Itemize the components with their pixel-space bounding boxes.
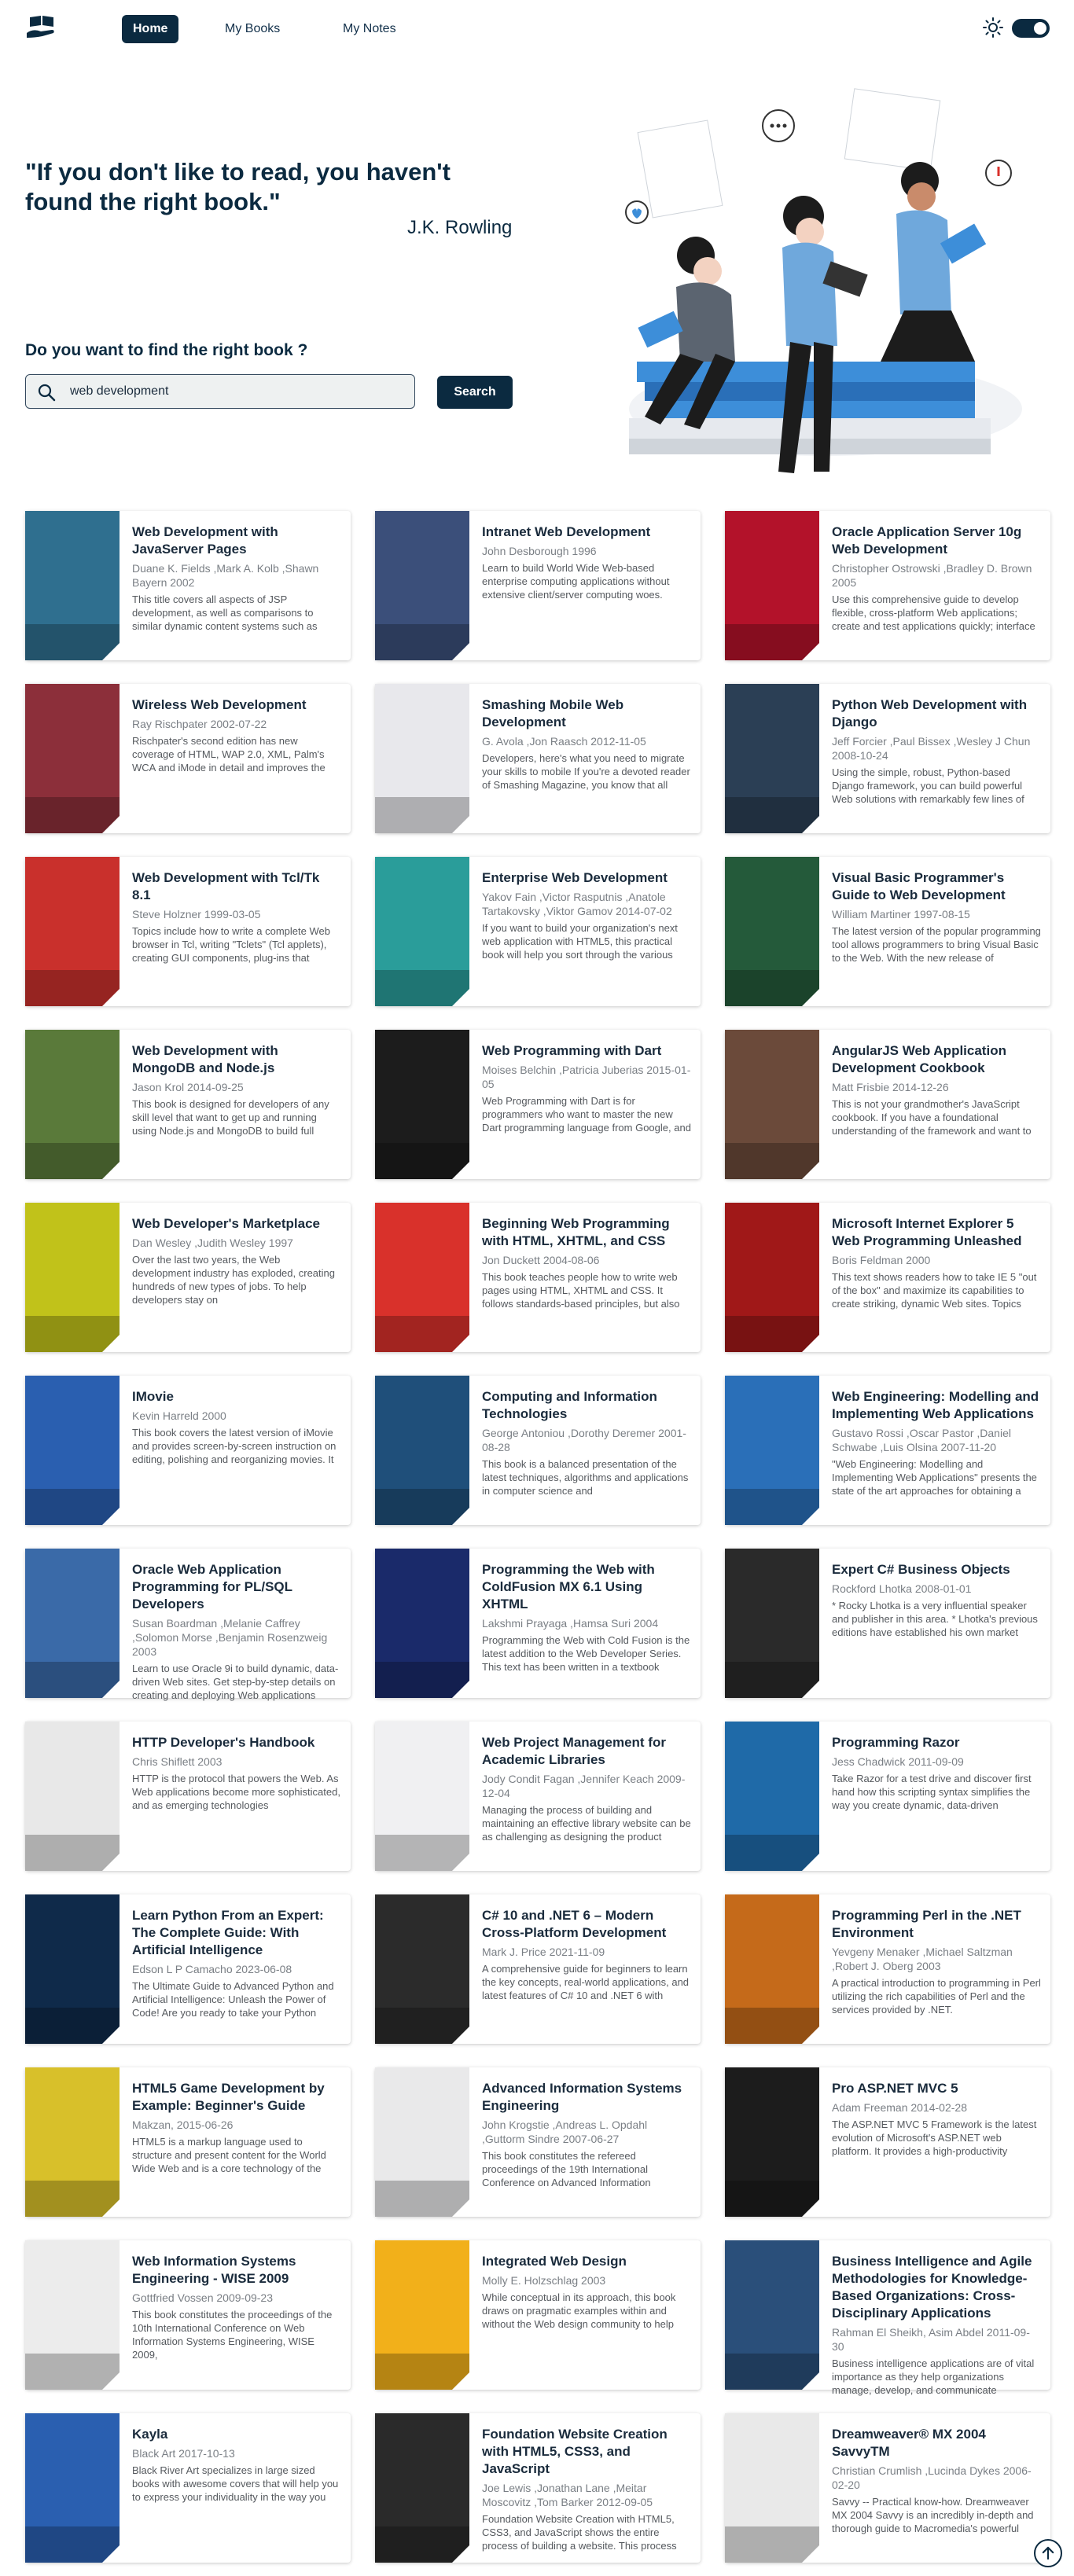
book-card[interactable] bbox=[725, 1203, 1050, 1352]
page-curl-icon bbox=[102, 1508, 120, 1525]
search-input[interactable] bbox=[70, 381, 400, 402]
book-description: Use this comprehensive guide to develop flexible, cross-platform Web applications; create and test applications quickly; interface bbox=[832, 593, 1035, 632]
book-title[interactable]: HTTP Developer's Handbook bbox=[132, 1735, 315, 1750]
book-authors-date: Christopher Ostrowski ,Bradley D. Brown 2005 bbox=[832, 562, 1032, 589]
book-cover[interactable] bbox=[725, 2413, 819, 2563]
page-curl-icon bbox=[452, 643, 469, 660]
book-card[interactable] bbox=[375, 857, 701, 1006]
book-hand-logo-icon[interactable] bbox=[25, 13, 58, 41]
quote-author: J.K. Rowling bbox=[407, 217, 513, 238]
book-card[interactable] bbox=[375, 2240, 701, 2390]
book-description: Web Programming with Dart is for programmers who want to master the new Dart programming language from Google, and bbox=[482, 1095, 691, 1134]
book-card[interactable] bbox=[375, 1894, 701, 2044]
book-card[interactable] bbox=[375, 1549, 701, 1698]
book-description: HTTP is the protocol that powers the Web. As Web applications become more sophisticated, and as emerging technologies bbox=[132, 1773, 340, 1811]
book-title[interactable]: Programming Perl in the .NET Environment bbox=[832, 1908, 1021, 1940]
book-info bbox=[482, 1734, 691, 1865]
top-nav bbox=[0, 0, 1074, 57]
book-info bbox=[132, 1734, 341, 1865]
book-card[interactable] bbox=[375, 1722, 701, 1871]
book-authors-date: Jody Condit Fagan ,Jennifer Keach 2009-12-04 bbox=[482, 1773, 686, 1799]
page-curl-icon bbox=[102, 989, 120, 1006]
book-card[interactable] bbox=[375, 684, 701, 833]
page-curl-icon bbox=[452, 1854, 469, 1871]
page-curl-icon bbox=[452, 989, 469, 1006]
book-info bbox=[832, 2253, 1041, 2396]
book-cover[interactable] bbox=[725, 1549, 819, 1698]
sun-icon bbox=[983, 17, 1003, 38]
book-title[interactable]: Learn Python From an Expert: The Complete Guide: With Artificial Intelligence bbox=[132, 1908, 324, 1957]
book-card[interactable] bbox=[725, 1376, 1050, 1525]
page-curl-icon bbox=[802, 1335, 819, 1352]
book-title[interactable]: Intranet Web Development bbox=[482, 524, 651, 539]
book-cover[interactable] bbox=[25, 1722, 120, 1871]
book-info bbox=[832, 524, 1041, 654]
book-title[interactable]: Enterprise Web Development bbox=[482, 870, 668, 885]
book-description: * Rocky Lhotka is a very influential speaker and publisher in this area. * Lhotka's previous editions have established his own market bbox=[832, 1600, 1038, 1638]
book-description: Learn to build World Wide Web-based enterprise computing applications without extensive client/server computing woes. bbox=[482, 562, 670, 601]
page-curl-icon bbox=[452, 816, 469, 833]
book-description: A comprehensive guide for beginners to learn the key concepts, real-world applications, and latest features of C# 10 and .NET 6 with bbox=[482, 1963, 690, 2001]
book-cover[interactable] bbox=[375, 1722, 469, 1871]
book-grid bbox=[25, 511, 1050, 2563]
book-card[interactable] bbox=[25, 1376, 351, 1525]
page-curl-icon bbox=[802, 1681, 819, 1698]
book-authors-date: George Antoniou ,Dorothy Deremer 2001-08-28 bbox=[482, 1427, 686, 1453]
book-cover[interactable] bbox=[375, 1549, 469, 1698]
book-description: Programming the Web with Cold Fusion is the latest addition to the Web Developer Series. This text has been written in a textbook bbox=[482, 1634, 690, 1673]
book-info bbox=[482, 696, 691, 827]
page-curl-icon bbox=[802, 2545, 819, 2563]
book-card[interactable] bbox=[375, 1203, 701, 1352]
book-authors-date: Chris Shiflett 2003 bbox=[132, 1755, 223, 1768]
book-description: Over the last two years, the Web development industry has exploded, creating hundreds of new types of jobs. To help developers stay on bbox=[132, 1254, 335, 1306]
book-cover[interactable] bbox=[725, 1030, 819, 1179]
book-card[interactable] bbox=[725, 2413, 1050, 2563]
page-curl-icon bbox=[452, 2027, 469, 2044]
book-authors-date: Jess Chadwick 2011-09-09 bbox=[832, 1755, 964, 1768]
book-description: The latest version of the popular programming tool allows programmers to bring Visual Basic to the Web. With the new release of bbox=[832, 925, 1041, 964]
book-cover[interactable] bbox=[25, 857, 120, 1006]
book-card[interactable] bbox=[25, 1549, 351, 1701]
book-title[interactable]: Pro ASP.NET MVC 5 bbox=[832, 2081, 958, 2096]
book-description: This text shows readers how to take IE 5 "out of the box" and maximize its capabilities to create striking, dynamic Web sites. Topics bbox=[832, 1271, 1037, 1310]
book-title[interactable]: Web Project Management for Academic Libraries bbox=[482, 1735, 666, 1767]
book-title[interactable]: Advanced Information Systems Engineering bbox=[482, 2081, 682, 2113]
book-description: Managing the process of building and maintaining an effective library website can be as challenging as designing the product bbox=[482, 1804, 691, 1843]
book-description: This book is designed for developers of any skill level that want to get up and running using Node.js and MongoDB to build full bbox=[132, 1098, 329, 1137]
book-cover[interactable] bbox=[25, 511, 120, 660]
book-description: This is not your grandmother's JavaScript cookbook. If you have a foundational understanding of the framework and want to bbox=[832, 1098, 1032, 1137]
book-description: Business intelligence applications are of vital importance as they help organizations manage, develop, and communicate bbox=[832, 2357, 1035, 2396]
book-authors-date: John Desborough 1996 bbox=[482, 545, 597, 557]
search-box bbox=[25, 374, 415, 409]
book-cover[interactable] bbox=[725, 1203, 819, 1352]
book-title[interactable]: Expert C# Business Objects bbox=[832, 1562, 1010, 1577]
book-description: This title covers all aspects of JSP development, as well as comparisons to similar dynamic content systems such as bbox=[132, 593, 318, 632]
book-description: If you want to build your organization's next web application with HTML5, this practical book will help you sort through the various bbox=[482, 922, 678, 961]
book-cover[interactable] bbox=[375, 1030, 469, 1179]
book-info bbox=[832, 1215, 1041, 1346]
book-description: Foundation Website Creation with HTML5, CSS3, and JavaScript shows the entire process of building a website. This process bbox=[482, 2513, 677, 2552]
book-card[interactable] bbox=[725, 2240, 1050, 2396]
book-info bbox=[832, 1734, 1041, 1865]
book-card[interactable] bbox=[375, 2413, 701, 2563]
book-title[interactable]: Web Development with JavaServer Pages bbox=[132, 524, 278, 557]
book-cover[interactable] bbox=[25, 1203, 120, 1352]
search-prompt: Do you want to find the right book ? bbox=[25, 341, 308, 359]
book-authors-date: Joe Lewis ,Jonathan Lane ,Meitar Moscovitz ,Tom Barker 2012-09-05 bbox=[482, 2482, 653, 2508]
book-title[interactable]: Foundation Website Creation with HTML5, CSS3, and JavaScript bbox=[482, 2427, 668, 2476]
book-cover[interactable] bbox=[375, 1376, 469, 1525]
book-authors-date: Lakshmi Prayaga ,Hamsa Suri 2004 bbox=[482, 1617, 659, 1630]
book-title[interactable]: IMovie bbox=[132, 1389, 174, 1404]
book-description: Topics include how to write a complete Web browser in Tcl, writing "Tclets" (Tcl applets), creating GUI components, plug-ins that bbox=[132, 925, 330, 964]
page-curl-icon bbox=[102, 816, 120, 833]
page-curl-icon bbox=[452, 1162, 469, 1179]
book-authors-date: Jason Krol 2014-09-25 bbox=[132, 1081, 244, 1093]
book-cover[interactable] bbox=[375, 2240, 469, 2390]
page-curl-icon bbox=[802, 2372, 819, 2390]
book-info bbox=[132, 2253, 341, 2383]
book-card[interactable] bbox=[25, 857, 351, 1006]
book-title[interactable]: Integrated Web Design bbox=[482, 2254, 627, 2269]
book-info bbox=[832, 2080, 1041, 2210]
page-curl-icon bbox=[452, 2199, 469, 2217]
page-curl-icon bbox=[102, 643, 120, 660]
book-title[interactable]: Kayla bbox=[132, 2427, 168, 2442]
page-curl-icon bbox=[802, 2199, 819, 2217]
page-curl-icon bbox=[452, 1681, 469, 1698]
book-description: Savvy -- Practical know-how. Dreamweaver MX 2004 Savvy is an incredibly in-depth and thorough guide to Macromedia's powerful bbox=[832, 2496, 1034, 2534]
book-card[interactable] bbox=[375, 511, 701, 660]
book-cover[interactable] bbox=[375, 2067, 469, 2217]
page-curl-icon bbox=[102, 1854, 120, 1871]
book-card[interactable] bbox=[725, 511, 1050, 660]
book-cover[interactable] bbox=[725, 684, 819, 833]
book-description: Learn to use Oracle 9i to build dynamic, data-driven Web sites. Get step-by-step details on creating and deploying Web applications bbox=[132, 1663, 339, 1701]
book-cover[interactable] bbox=[25, 1549, 120, 1698]
book-authors-date: Yakov Fain ,Victor Rasputnis ,Anatole Tartakovsky ,Viktor Gamov 2014-07-02 bbox=[482, 891, 672, 917]
arrow-up-icon[interactable] bbox=[1034, 2539, 1062, 2567]
page-curl-icon bbox=[102, 2027, 120, 2044]
hero-quote: "If you don't like to read, you haven't found the right book." bbox=[25, 158, 451, 215]
book-cover[interactable] bbox=[375, 2413, 469, 2563]
page-curl-icon bbox=[802, 816, 819, 833]
book-title[interactable]: Web Engineering: Modelling and Implementing Web Applications bbox=[832, 1389, 1039, 1421]
book-cover[interactable] bbox=[725, 1894, 819, 2044]
book-description: Rischpater's second edition has new coverage of HTML, WAP 2.0, XML, Palm's WCA and iMode in detail and improves the bbox=[132, 735, 326, 774]
book-cover[interactable] bbox=[725, 2067, 819, 2217]
book-info bbox=[832, 869, 1041, 1000]
book-authors-date: Edson L P Camacho 2023-06-08 bbox=[132, 1963, 292, 1975]
book-info bbox=[832, 1561, 1041, 1692]
book-description: This book teaches people how to write web pages using HTML, XHTML and CSS. It follows standards-based principles, but also bbox=[482, 1271, 680, 1310]
book-title[interactable]: Python Web Development with Django bbox=[832, 697, 1028, 729]
book-authors-date: Moises Belchin ,Patricia Juberias 2015-01-05 bbox=[482, 1064, 691, 1090]
book-info bbox=[132, 2426, 341, 2556]
page-curl-icon bbox=[452, 1508, 469, 1525]
book-cover[interactable] bbox=[25, 1030, 120, 1179]
book-cover[interactable] bbox=[25, 1376, 120, 1525]
page-curl-icon bbox=[802, 1162, 819, 1179]
book-info bbox=[482, 1042, 691, 1173]
book-authors-date: G. Avola ,Jon Raasch 2012-11-05 bbox=[482, 735, 646, 748]
book-title[interactable]: Oracle Application Server 10g Web Development bbox=[832, 524, 1022, 557]
book-title[interactable]: C# 10 and .NET 6 – Modern Cross-Platform Development bbox=[482, 1908, 667, 1940]
book-info bbox=[132, 1215, 341, 1346]
book-title[interactable]: Wireless Web Development bbox=[132, 697, 307, 712]
book-authors-date: Molly E. Holzschlag 2003 bbox=[482, 2274, 606, 2287]
book-authors-date: Gustavo Rossi ,Oscar Pastor ,Daniel Schwabe ,Luis Olsina 2007-11-20 bbox=[832, 1427, 1011, 1453]
book-info bbox=[132, 869, 341, 1000]
book-title[interactable]: Programming Razor bbox=[832, 1735, 960, 1750]
book-card[interactable] bbox=[725, 1030, 1050, 1179]
page-curl-icon bbox=[802, 643, 819, 660]
book-card[interactable] bbox=[25, 1203, 351, 1352]
page-curl-icon bbox=[452, 2372, 469, 2390]
page-curl-icon bbox=[102, 2545, 120, 2563]
book-title[interactable]: Web Programming with Dart bbox=[482, 1043, 662, 1058]
book-title[interactable]: Oracle Web Application Programming for PL/SQL Developers bbox=[132, 1562, 292, 1611]
book-info bbox=[832, 2426, 1041, 2556]
page-curl-icon bbox=[452, 1335, 469, 1352]
book-cover[interactable] bbox=[25, 684, 120, 833]
book-title[interactable]: Web Development with Tcl/Tk 8.1 bbox=[132, 870, 320, 902]
book-authors-date: Susan Boardman ,Melanie Caffrey ,Solomon Morse ,Benjamin Rosenzweig 2003 bbox=[132, 1617, 328, 1658]
book-description: Take Razor for a test drive and discover first hand how this scripting syntax simplifies the way you create dynamic, data-driven bbox=[832, 1773, 1032, 1811]
book-description: HTML5 is a markup language used to structure and present content for the World Wide Web and is a core technology of the bbox=[132, 2136, 326, 2174]
book-cover[interactable] bbox=[25, 2413, 120, 2563]
book-authors-date: Dan Wesley ,Judith Wesley 1997 bbox=[132, 1237, 293, 1249]
page-curl-icon bbox=[452, 2545, 469, 2563]
book-description: This book covers the latest version of iMovie and provides screen-by-screen instruction on editing, polishing and reorganizing movies. It bbox=[132, 1427, 337, 1465]
book-authors-date: Jeff Forcier ,Paul Bissex ,Wesley J Chun 2008-10-24 bbox=[832, 735, 1031, 762]
book-card[interactable] bbox=[25, 1030, 351, 1179]
book-info bbox=[132, 2080, 341, 2210]
book-authors-date: William Martiner 1997-08-15 bbox=[832, 908, 970, 921]
book-cover[interactable] bbox=[375, 1894, 469, 2044]
book-title[interactable]: HTML5 Game Development by Example: Beginner's Guide bbox=[132, 2081, 325, 2113]
book-title[interactable]: Programming the Web with ColdFusion MX 6.1 Using XHTML bbox=[482, 1562, 655, 1611]
book-description: This book constitutes the proceedings of the 10th International Conference on Web Information Systems Engineering, WISE 2009, bbox=[132, 2309, 333, 2361]
book-info bbox=[482, 1907, 691, 2038]
book-cover[interactable] bbox=[725, 857, 819, 1006]
book-info bbox=[482, 2426, 691, 2556]
book-title[interactable]: Computing and Information Technologies bbox=[482, 1389, 657, 1421]
page-curl-icon bbox=[802, 2027, 819, 2044]
page-curl-icon bbox=[802, 1854, 819, 1871]
book-description: This book constitutes the refereed proceedings of the 19th International Conference on Advanced Information bbox=[482, 2150, 651, 2188]
nav-my-notes[interactable]: My Notes bbox=[343, 22, 396, 35]
book-card[interactable] bbox=[375, 2067, 701, 2217]
book-info bbox=[832, 1042, 1041, 1173]
book-title[interactable]: Web Development with MongoDB and Node.js bbox=[132, 1043, 278, 1075]
book-authors-date: Christian Crumlish ,Lucinda Dykes 2006-02-20 bbox=[832, 2464, 1032, 2491]
page-curl-icon bbox=[802, 1508, 819, 1525]
book-info bbox=[132, 1907, 341, 2038]
book-card[interactable] bbox=[375, 1030, 701, 1179]
book-card[interactable] bbox=[25, 2413, 351, 2563]
book-info bbox=[482, 1561, 691, 1692]
search-icon bbox=[37, 383, 56, 402]
book-info bbox=[832, 1388, 1041, 1519]
book-authors-date: Boris Feldman 2000 bbox=[832, 1254, 931, 1266]
book-info bbox=[132, 524, 341, 654]
book-description: Using the simple, robust, Python-based Django framework, you can build powerful Web solutions with remarkably few lines of bbox=[832, 766, 1024, 805]
book-info bbox=[482, 524, 691, 654]
page-curl-icon bbox=[102, 2372, 120, 2390]
book-card[interactable] bbox=[725, 1549, 1050, 1698]
book-description: "Web Engineering: Modelling and Implementing Web Applications" presents the state of the art approaches for obtaining a bbox=[832, 1458, 1037, 1497]
book-cover[interactable] bbox=[725, 2240, 819, 2390]
book-authors-date: Gottfried Vossen 2009-09-23 bbox=[132, 2291, 274, 2304]
book-cover[interactable] bbox=[25, 2067, 120, 2217]
book-authors-date: Adam Freeman 2014-02-28 bbox=[832, 2101, 967, 2114]
book-authors-date: Steve Holzner 1999-03-05 bbox=[132, 908, 261, 921]
book-description: Black River Art specializes in large sized books with awesome covers that will help you to express your individuality in the way you bbox=[132, 2464, 339, 2503]
book-title[interactable]: Beginning Web Programming with HTML, XHTML, and CSS bbox=[482, 1216, 670, 1248]
nav-my-books[interactable]: My Books bbox=[225, 22, 281, 35]
book-authors-date: Rockford Lhotka 2008-01-01 bbox=[832, 1582, 972, 1595]
book-title[interactable]: Smashing Mobile Web Development bbox=[482, 697, 624, 729]
book-cover[interactable] bbox=[25, 1894, 120, 2044]
book-info bbox=[832, 696, 1041, 827]
book-card[interactable] bbox=[25, 511, 351, 660]
book-info bbox=[132, 696, 341, 827]
book-info bbox=[132, 1388, 341, 1519]
book-card[interactable] bbox=[725, 2067, 1050, 2217]
book-title[interactable]: Web Developer's Marketplace bbox=[132, 1216, 320, 1231]
book-description: This book is a balanced presentation of the latest techniques, algorithms and applications in computer science and bbox=[482, 1458, 689, 1497]
book-authors-date: Matt Frisbie 2014-12-26 bbox=[832, 1081, 949, 1093]
page-curl-icon bbox=[802, 989, 819, 1006]
book-authors-date: Mark J. Price 2021-11-09 bbox=[482, 1946, 605, 1958]
book-cover[interactable] bbox=[375, 857, 469, 1006]
book-card[interactable] bbox=[725, 684, 1050, 833]
book-card[interactable] bbox=[25, 684, 351, 833]
book-title[interactable]: AngularJS Web Application Development Cookbook bbox=[832, 1043, 1006, 1075]
book-info bbox=[832, 1907, 1041, 2038]
book-authors-date: Black Art 2017-10-13 bbox=[132, 2447, 235, 2460]
book-cover[interactable] bbox=[725, 1376, 819, 1525]
book-cover[interactable] bbox=[375, 1203, 469, 1352]
book-authors-date: Yevgeny Menaker ,Michael Saltzman ,Robert J. Oberg 2003 bbox=[832, 1946, 1013, 1972]
reading-people-illustration bbox=[598, 79, 1038, 487]
book-description: The Ultimate Guide to Advanced Python and Artificial Intelligence: Unleash the Power of Code! Are you ready to take your Python bbox=[132, 1980, 334, 2019]
book-authors-date: Ray Rischpater 2002-07-22 bbox=[132, 718, 267, 730]
book-info bbox=[132, 1561, 341, 1701]
book-title[interactable]: Microsoft Internet Explorer 5 Web Programming Unleashed bbox=[832, 1216, 1022, 1248]
page-curl-icon bbox=[102, 2199, 120, 2217]
book-card[interactable] bbox=[25, 1894, 351, 2044]
book-info bbox=[482, 869, 691, 1000]
book-cover[interactable] bbox=[25, 2240, 120, 2390]
book-card[interactable] bbox=[725, 857, 1050, 1006]
book-description: Developers, here's what you need to migrate your skills to mobile If you're a devoted reader of Smashing Magazine, you know that all bbox=[482, 752, 690, 791]
book-authors-date: Duane K. Fields ,Mark A. Kolb ,Shawn Bayern 2002 bbox=[132, 562, 319, 589]
book-card[interactable] bbox=[725, 1894, 1050, 2044]
book-info bbox=[132, 1042, 341, 1173]
book-cover[interactable] bbox=[375, 684, 469, 833]
search-button[interactable]: Search bbox=[437, 376, 513, 409]
book-authors-date: John Krogstie ,Andreas L. Opdahl ,Guttorm Sindre 2007-06-27 bbox=[482, 2118, 648, 2145]
book-card[interactable] bbox=[725, 1722, 1050, 1871]
page-curl-icon bbox=[102, 1681, 120, 1698]
book-authors-date: Makzan, 2015-06-26 bbox=[132, 2118, 234, 2131]
book-card[interactable] bbox=[25, 1722, 351, 1871]
book-info bbox=[482, 2253, 691, 2383]
book-title[interactable]: Business Intelligence and Agile Methodologies for Knowledge-Based Organizations: Cross-Disciplinary Applications bbox=[832, 2254, 1032, 2321]
book-card[interactable] bbox=[375, 1376, 701, 1525]
book-title[interactable]: Visual Basic Programmer's Guide to Web Development bbox=[832, 870, 1006, 902]
book-card[interactable] bbox=[25, 2240, 351, 2390]
book-title[interactable]: Web Information Systems Engineering - WISE 2009 bbox=[132, 2254, 296, 2286]
book-description: A practical introduction to programming in Perl utilizing the rich capabilities of Perl and the services provided by .NET. bbox=[832, 1977, 1041, 2016]
book-authors-date: Rahman El Sheikh, Asim Abdel 2011-09-30 bbox=[832, 2326, 1030, 2353]
book-cover[interactable] bbox=[375, 511, 469, 660]
page-curl-icon bbox=[102, 1162, 120, 1179]
book-description: The ASP.NET MVC 5 Framework is the latest evolution of Microsoft's ASP.NET web platform. It provides a high-productivity bbox=[832, 2118, 1037, 2157]
book-authors-date: Kevin Harreld 2000 bbox=[132, 1409, 226, 1422]
book-info bbox=[482, 2080, 691, 2210]
book-description: While conceptual in its approach, this book draws on pragmatic examples within and without the Web design community to help bbox=[482, 2291, 676, 2330]
book-title[interactable]: Dreamweaver® MX 2004 SavvyTM bbox=[832, 2427, 986, 2459]
book-cover[interactable] bbox=[725, 1722, 819, 1871]
theme-toggle[interactable] bbox=[1012, 19, 1050, 38]
book-info bbox=[482, 1388, 691, 1519]
nav-home[interactable]: Home bbox=[122, 15, 178, 43]
book-card[interactable] bbox=[25, 2067, 351, 2217]
book-authors-date: Jon Duckett 2004-08-06 bbox=[482, 1254, 600, 1266]
book-cover[interactable] bbox=[725, 511, 819, 660]
page-curl-icon bbox=[102, 1335, 120, 1352]
book-info bbox=[482, 1215, 691, 1346]
